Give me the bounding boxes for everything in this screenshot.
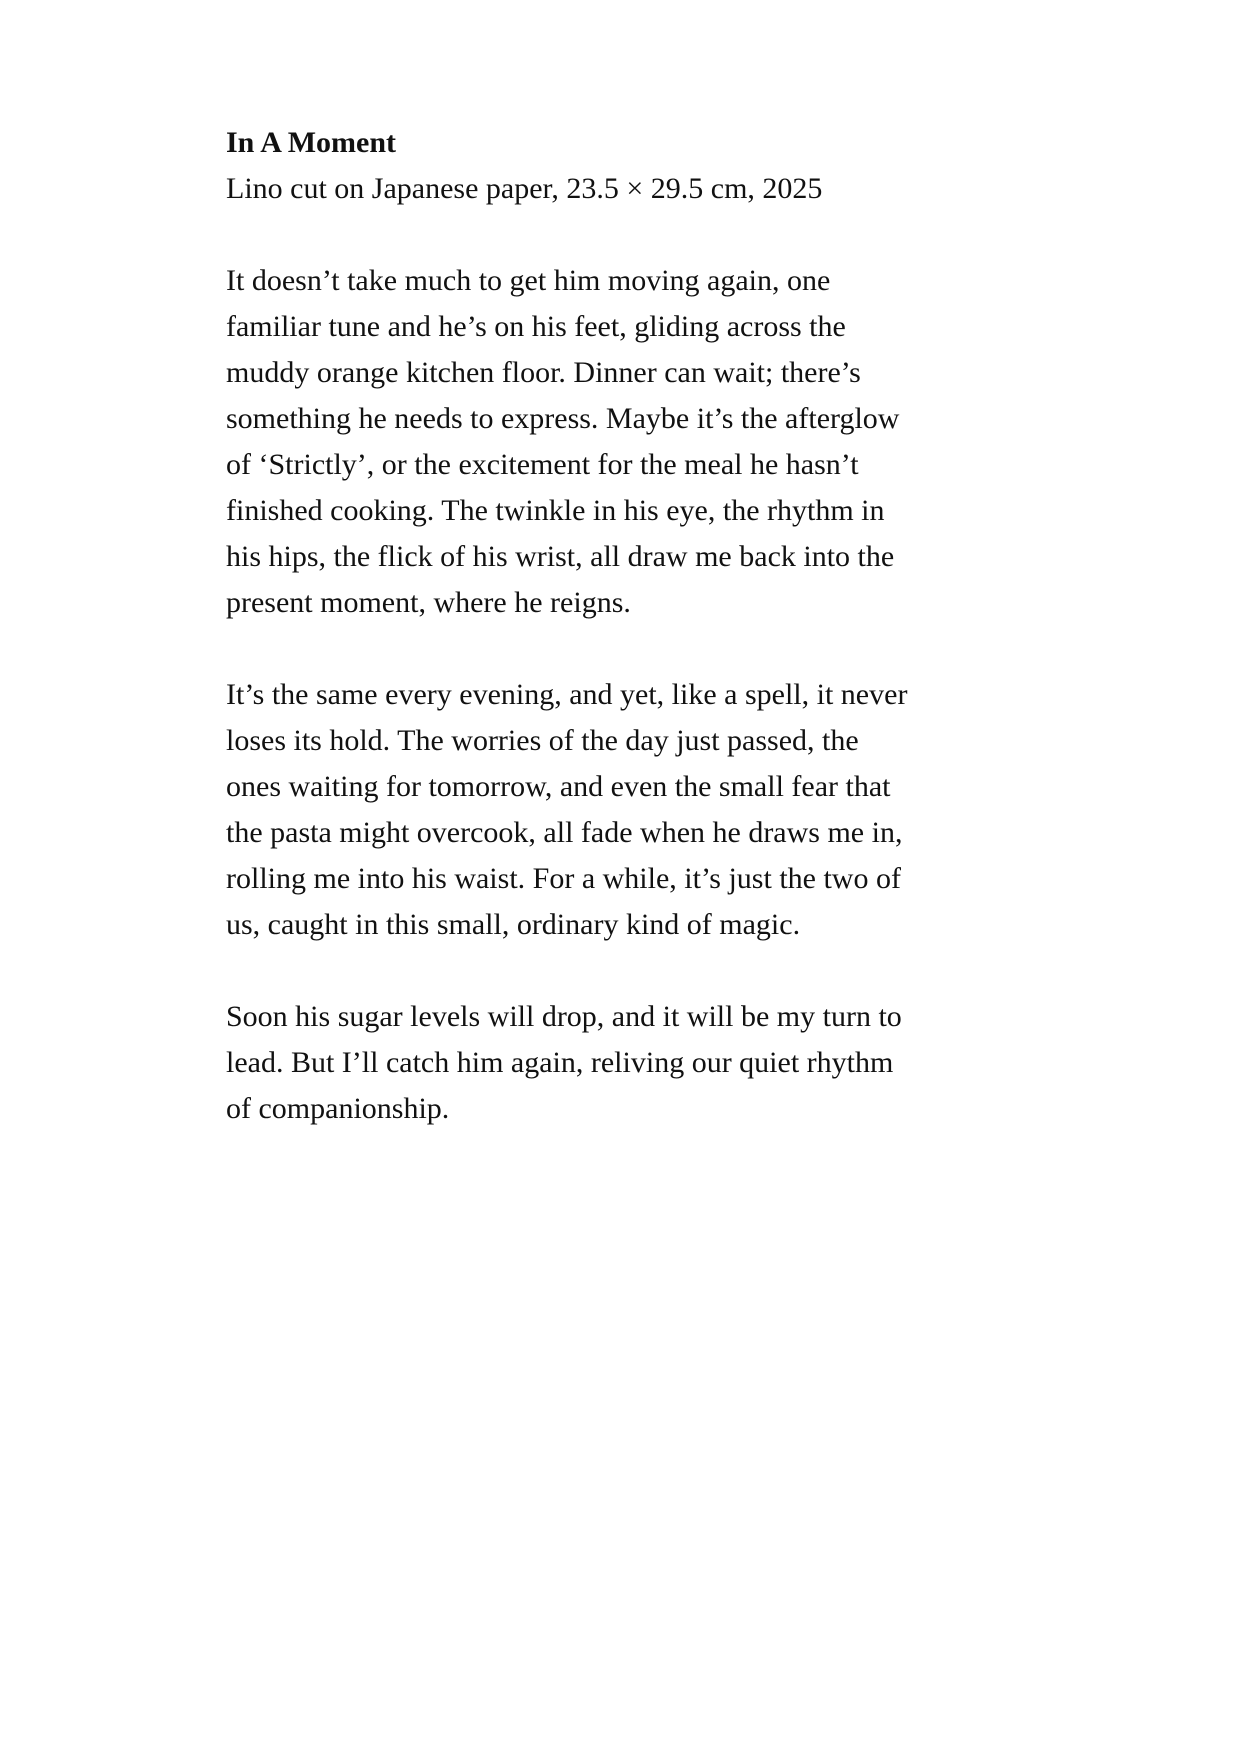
paragraph-line: loses its hold. The worries of the day just passed, the [226,724,859,757]
document-page [226,120,1026,1178]
paragraph-line: present moment, where he reigns. [226,586,631,619]
paragraph-line: It doesn’t take much to get him moving again, one [226,264,831,297]
paragraph-2 [226,672,1026,948]
paragraph-line: us, caught in this small, ordinary kind of magic. [226,908,801,941]
paragraph-line: his hips, the flick of his wrist, all draw me back into the [226,540,895,573]
paragraph-line: something he needs to express. Maybe it’s the afterglow [226,402,900,435]
paragraph-line: the pasta might overcook, all fade when he draws me in, [226,816,903,849]
paragraph-line: familiar tune and he’s on his feet, gliding across the [226,310,846,343]
paragraph-line: ones waiting for tomorrow, and even the small fear that [226,770,891,803]
paragraph-line: rolling me into his waist. For a while, it’s just the two of [226,862,901,895]
paragraph-line: of ‘Strictly’, or the excitement for the meal he hasn’t [226,448,859,481]
paragraph-line: It’s the same every evening, and yet, like a spell, it never [226,678,908,711]
paragraph-line: lead. But I’ll catch him again, reliving our quiet rhythm [226,1046,894,1079]
paragraph-line: muddy orange kitchen floor. Dinner can wait; there’s [226,356,861,389]
paragraph-1 [226,258,1026,626]
paragraph-line: of companionship. [226,1092,450,1125]
artwork-details: Lino cut on Japanese paper, 23.5 × 29.5 cm, 2025 [226,172,823,205]
paragraph-line: finished cooking. The twinkle in his eye, the rhythm in [226,494,885,527]
paragraph-3 [226,994,1026,1132]
artwork-title: In A Moment [226,126,397,159]
paragraph-line: Soon his sugar levels will drop, and it will be my turn to [226,1000,902,1033]
